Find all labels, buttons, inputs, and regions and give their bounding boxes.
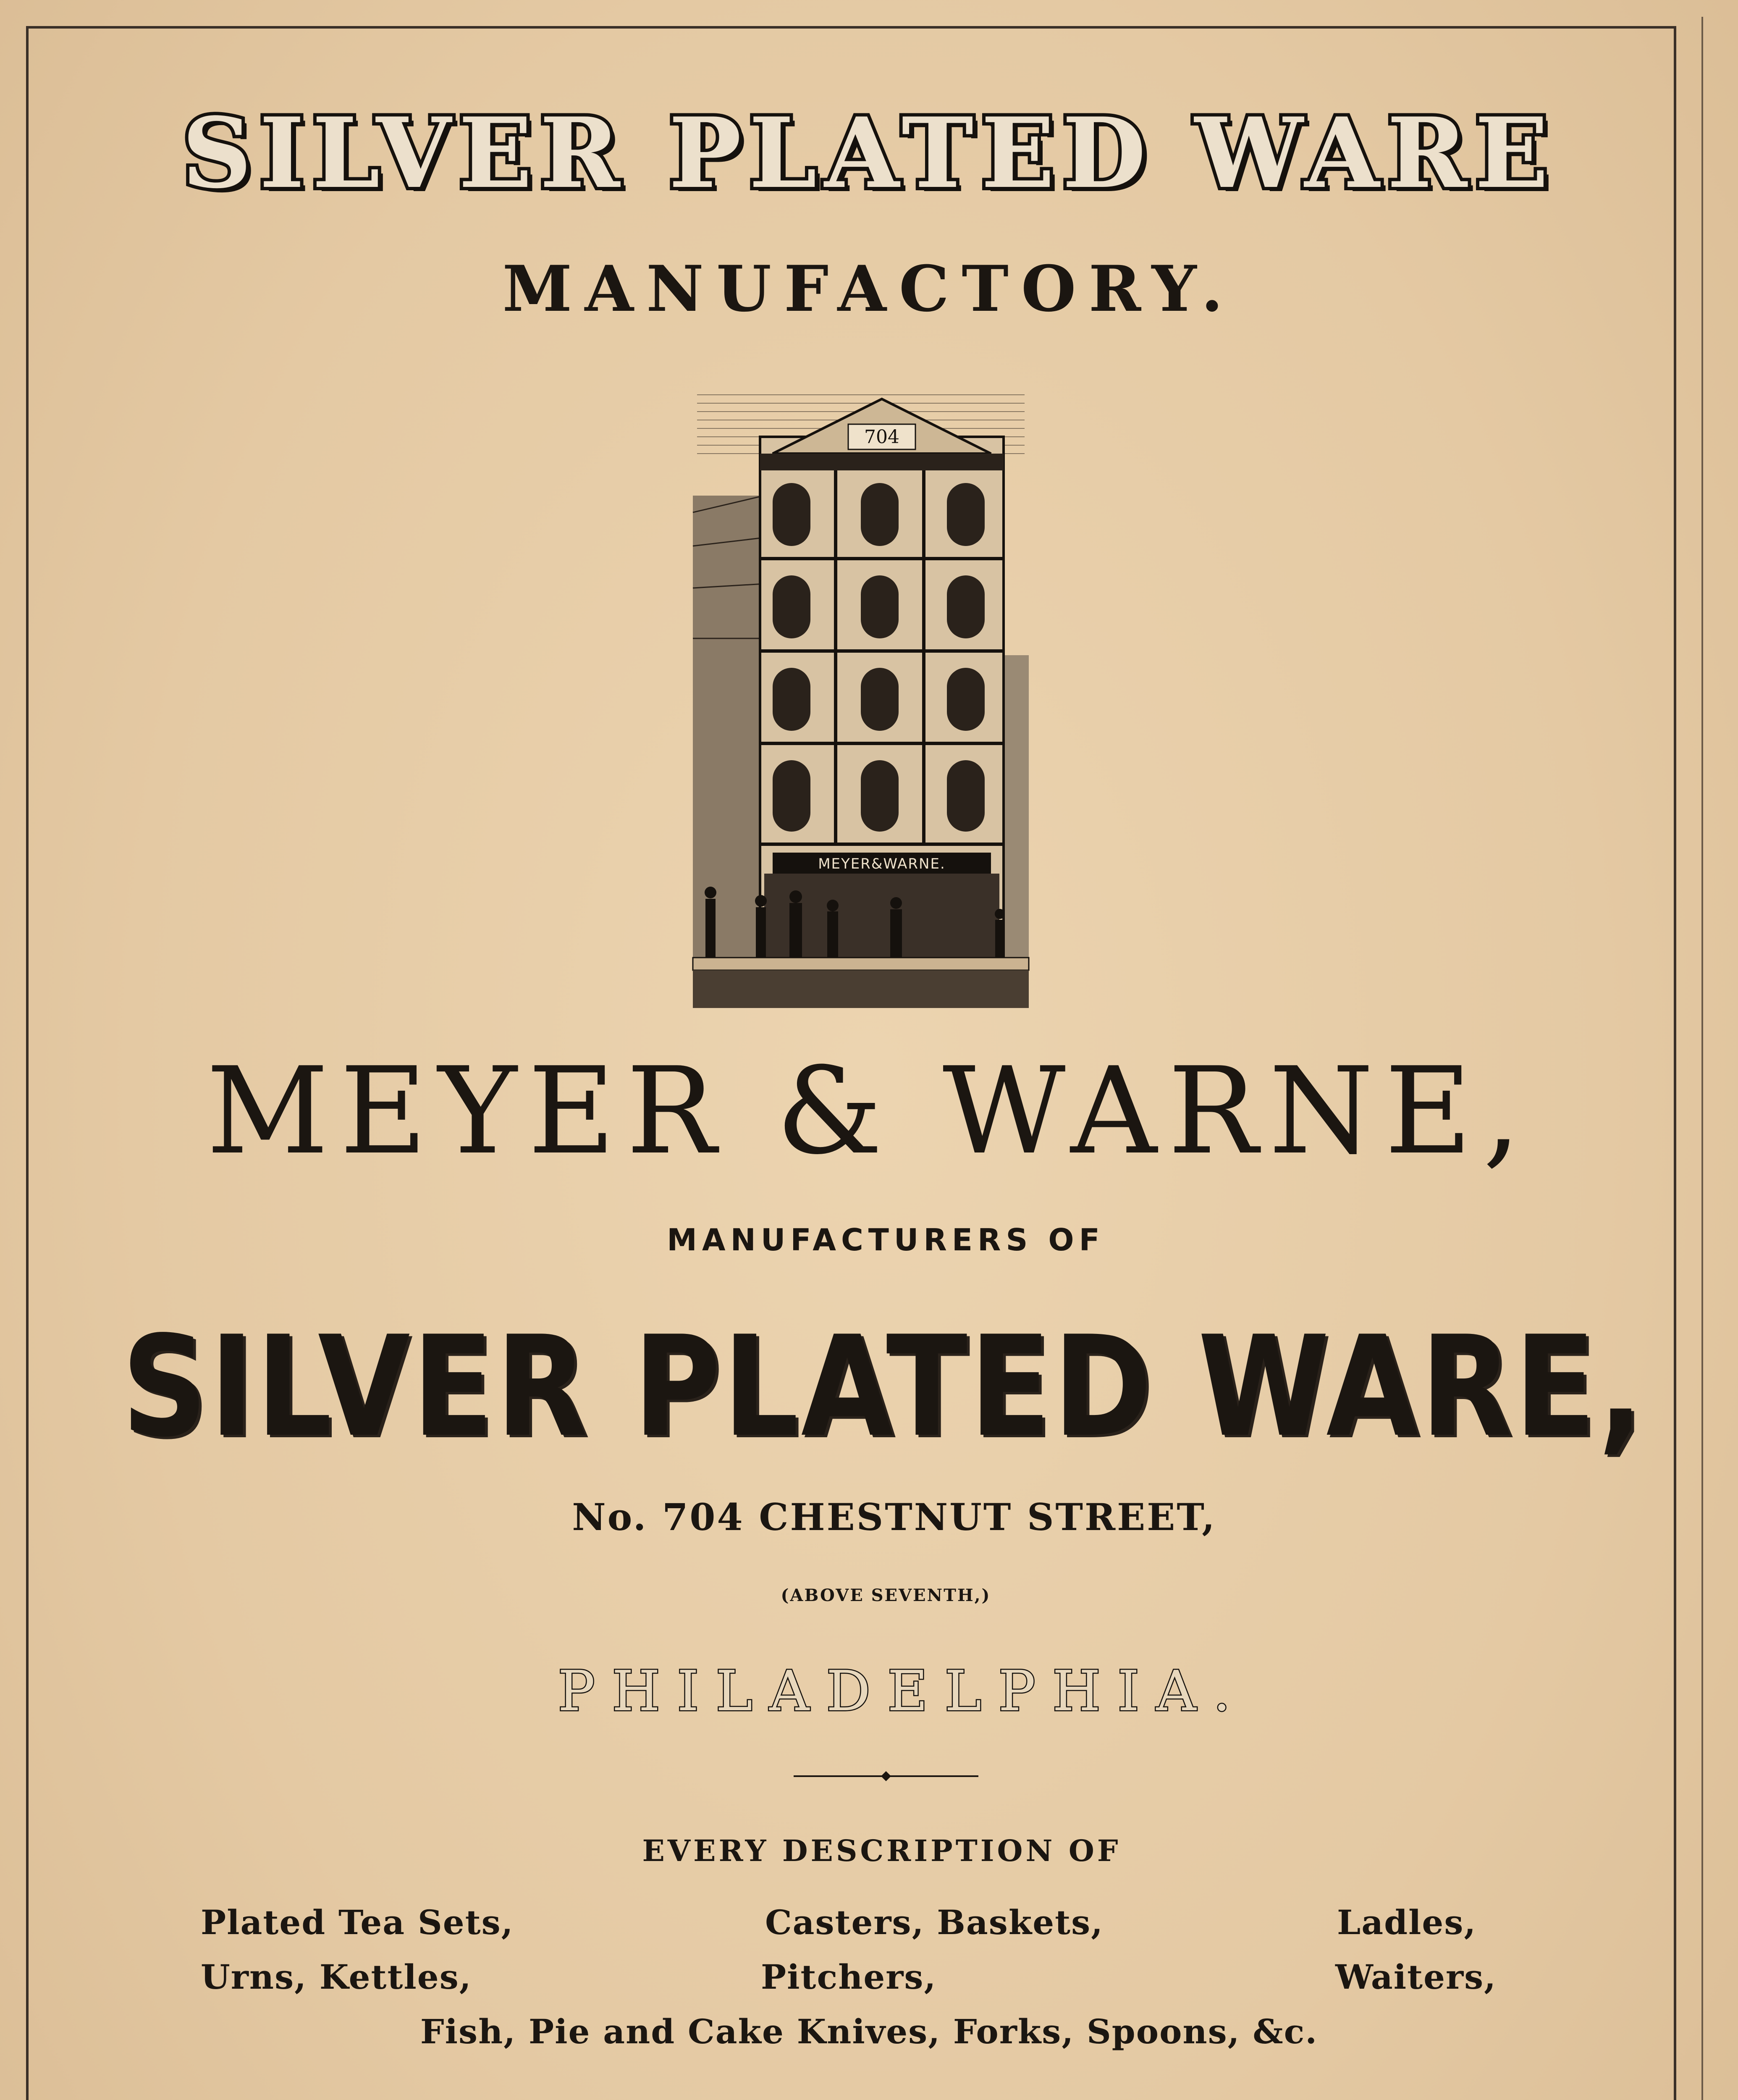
product-banner: SILVER PLATED WARE, — [121, 1306, 1646, 1467]
building-number-sign: 704 — [864, 426, 899, 448]
building-engraving — [689, 370, 1033, 1016]
list-item: Pitchers, — [761, 1957, 937, 1997]
manufacturers-of-label: MANUFACTURERS OF — [667, 1222, 1105, 1257]
address-note: (ABOVE SEVENTH,) — [781, 1586, 991, 1605]
street-address: No. 704 CHESTNUT STREET, — [572, 1495, 1216, 1539]
shop-sign: MEYER&WARNE. — [818, 856, 946, 872]
list-item: Plated Tea Sets, — [201, 1903, 514, 1942]
headline: SILVER PLATED WARE — [182, 97, 1556, 210]
list-item: Urns, Kettles, — [201, 1957, 472, 1997]
list-item: Fish, Pie and Cake Knives, Forks, Spoons, &c. — [420, 2012, 1318, 2051]
list-item: Ladles, — [1337, 1903, 1477, 1942]
every-description-label: EVERY DESCRIPTION OF — [642, 1833, 1121, 1868]
subheadline: MANUFACTORY. — [502, 252, 1236, 326]
diamond-divider — [794, 1770, 978, 1782]
firm-name: MEYER & WARNE, — [206, 1042, 1532, 1181]
list-item: Waiters, — [1335, 1957, 1497, 1997]
product-list — [0, 1903, 1738, 2096]
city-name: PHILADELPHIA. — [558, 1659, 1248, 1724]
list-item: Casters, Baskets, — [765, 1903, 1104, 1942]
